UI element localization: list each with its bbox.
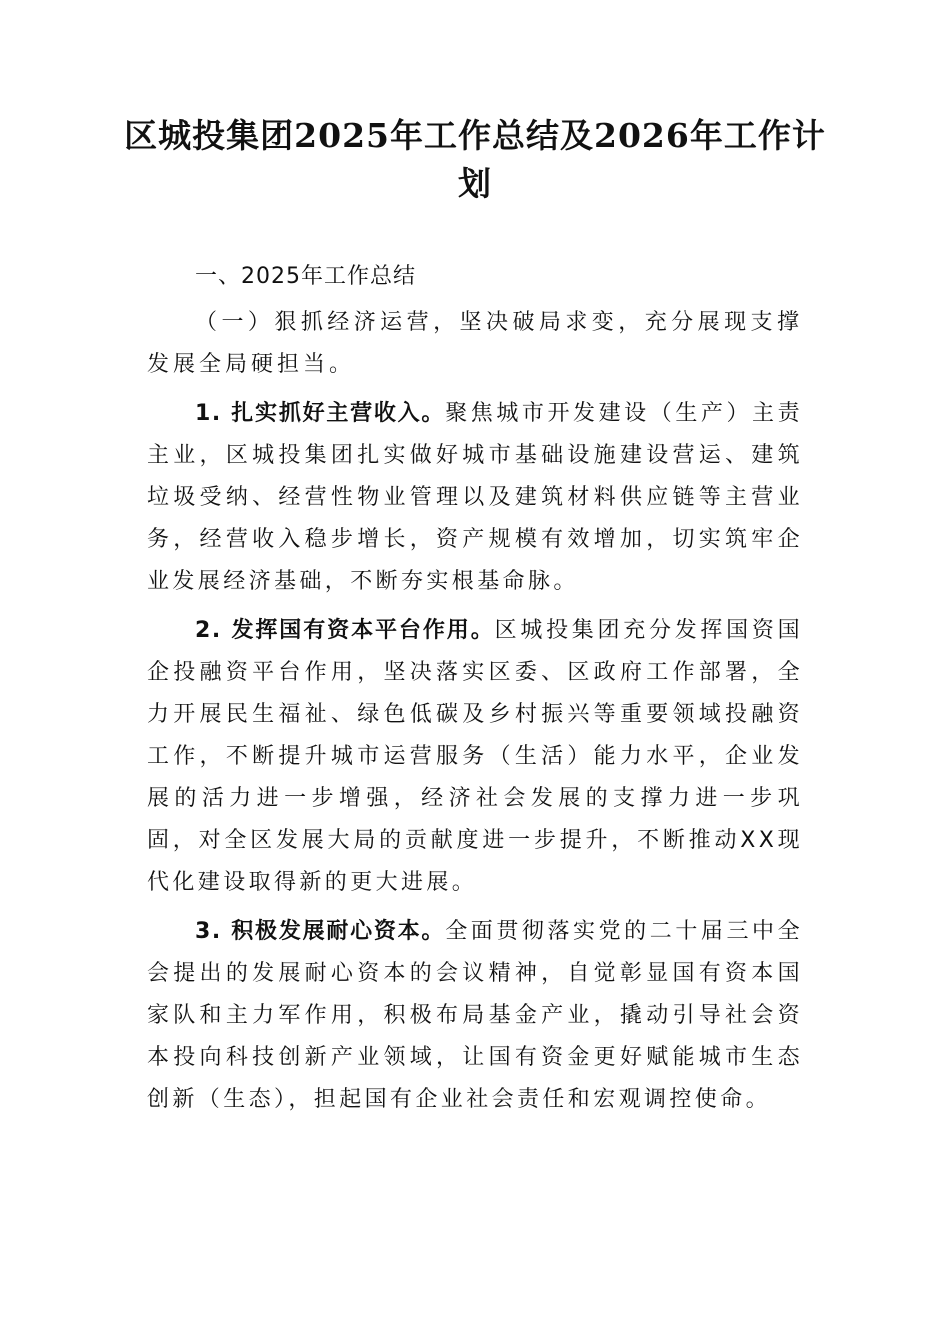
paragraph-body: 聚焦城市开发建设（生产）主责主业，区城投集团扎实做好城市基础设施建设营运、建筑垃圾受纳、经营性物业管理以及建筑材料供应链等主营业务，经营收入稳步增长，资产规模有效增加，切实筑牢企业发展经济基础，不断夯实根基命脉。 <box>147 401 803 594</box>
paragraph-body: 区城投集团充分发挥国资国企投融资平台作用，坚决落实区委、区政府工作部署，全力开展民生福祉、绿色低碳及乡村振兴等重要领域投融资工作，不断提升城市运营服务（生活）能力水平，企业发展的活力进一步增强，经济社会发展的支撑力进一步巩固，对全区发展大局的贡献度进一步提升，不断推动XX现代化建设取得新的更大进展。 <box>147 618 803 895</box>
document-body <box>147 256 803 1128</box>
paragraph-lead: 1. 扎实抓好主营收入。 <box>195 401 446 426</box>
paragraph-lead: 3. 积极发展耐心资本。 <box>195 919 446 944</box>
paragraph-body: 全面贯彻落实党的二十届三中全会提出的发展耐心资本的会议精神，自觉彰显国有资本国家队和主力军作用，积极布局基金产业，撬动引导社会资本投向科技创新产业领域，让国有资金更好赋能城市生态创新（生态），担起国有企业社会责任和宏观调控使命。 <box>147 919 803 1112</box>
paragraph-main-revenue <box>147 393 803 603</box>
paragraph-patient-capital <box>147 911 803 1121</box>
paragraph-state-capital-platform <box>147 610 803 904</box>
subsection-heading: （一）狠抓经济运营，坚决破局求变，充分展现支撑发展全局硬担当。 <box>147 310 803 377</box>
document-title: 区城投集团2025年工作总结及2026年工作计划 <box>124 116 826 203</box>
paragraph-lead: 2. 发挥国有资本平台作用。 <box>195 618 495 643</box>
section-heading: 一、2025年工作总结 <box>195 264 416 289</box>
